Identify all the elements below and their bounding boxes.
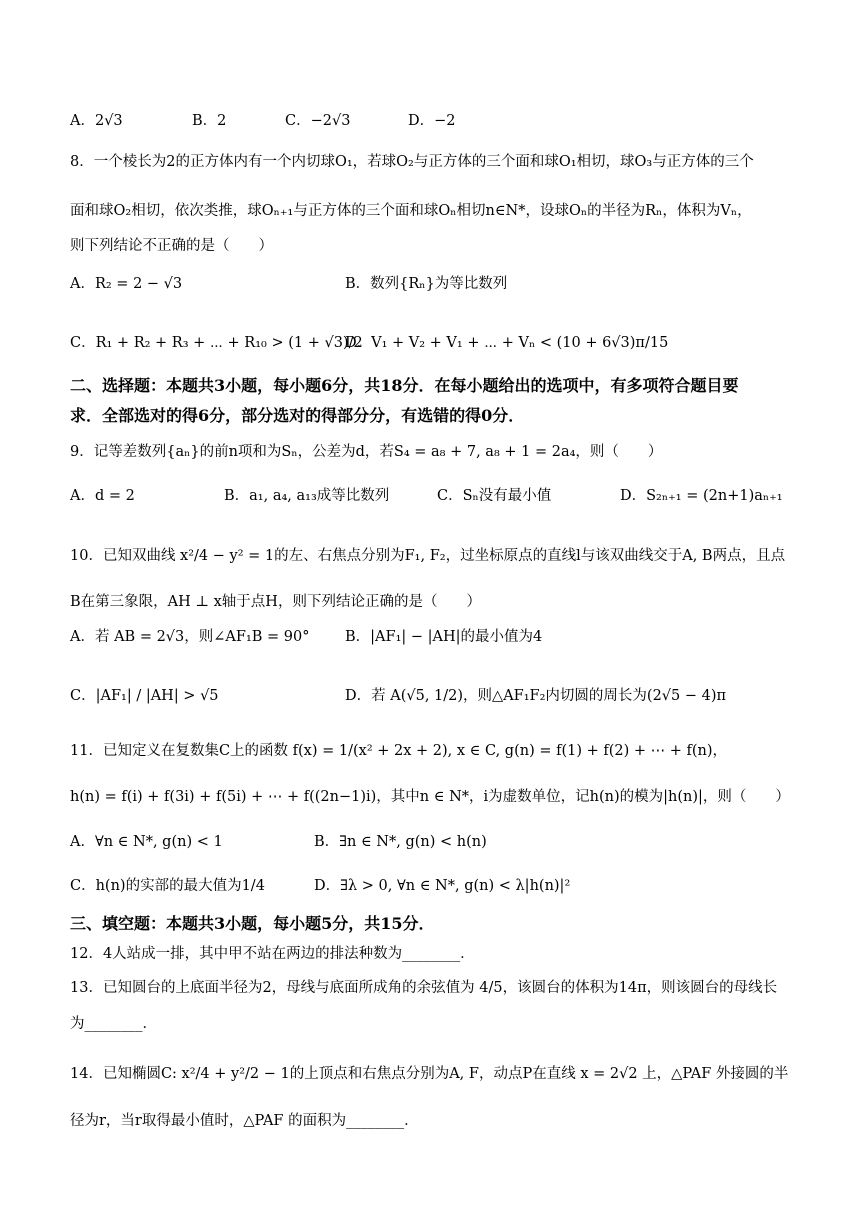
q9-option-c: C．Sₙ没有最小值 [437, 488, 552, 504]
q7-option-a: A．2√3 [70, 113, 123, 129]
q11-stem-line1: 11．已知定义在复数集C上的函数 f(x) = 1/(x² + 2x + 2), x ∈ C, g(n) = f(1) + f(2) + ⋯ + f(n)， [70, 743, 728, 759]
q8-option-b: B．数列{Rₙ}为等比数列 [345, 276, 508, 292]
q11-option-d: D．∃λ > 0, ∀n ∈ N*, g(n) < λ|h(n)|² [314, 878, 571, 894]
q8-stem-line3: 则下列结论不正确的是（ ） [70, 238, 273, 254]
q9-option-b: B．a₁, a₄, a₁₃成等比数列 [224, 488, 390, 504]
q8-stem-line2: 面和球O₂相切，依次类推，球Oₙ₊₁与正方体的三个面和球Oₙ相切n∈N*，设球Oₙ的半径为Rₙ，体积为Vₙ， [70, 203, 752, 219]
q8-stem-line1: 8．一个棱长为2的正方体内有一个内切球O₁，若球O₂与正方体的三个面和球O₁相切，球O₃与正方体的三个 [70, 154, 754, 170]
q10-option-d: D．若 A(√5, 1/2)，则△AF₁F₂内切圆的周长为(2√5 − 4)π [345, 688, 727, 704]
section-3-heading: 三、填空题：本题共3小题，每小题5分，共15分． [70, 914, 435, 933]
q7-option-b: B．2 [192, 113, 227, 129]
q13-stem-line1: 13．已知圆台的上底面半径为2，母线与底面所成角的余弦值为 4/5，该圆台的体积为14π，则该圆台的母线长 [70, 980, 778, 996]
q8-option-d: D．V₁ + V₂ + V₁ + ⋯ + Vₙ < (10 + 6√3)π/15 [345, 335, 669, 351]
q13-stem-line2: 为________． [70, 1016, 157, 1032]
q10-option-b: B．|AF₁| − |AH|的最小值为4 [345, 629, 543, 645]
section-2-heading-line2: 求．全部选对的得6分，部分选对的得部分分，有选错的得0分． [70, 406, 525, 425]
q7-option-c: C．−2√3 [285, 113, 351, 129]
section-2-heading-line1: 二、选择题：本题共3小题，每小题6分，共18分．在每小题给出的选项中，有多项符合题目要 [70, 376, 739, 395]
q8-option-c: C．R₁ + R₂ + R₃ + ⋯ + R₁₀ > (1 + √3)/2 [70, 335, 363, 351]
q11-option-c: C．h(n)的实部的最大值为1/4 [70, 878, 265, 894]
q7-option-d: D．−2 [408, 113, 456, 129]
q11-option-a: A．∀n ∈ N*, g(n) < 1 [70, 834, 223, 850]
q12-stem: 12．4人站成一排，其中甲不站在两边的排法种数为________． [70, 946, 475, 962]
q11-option-b: B．∃n ∈ N*, g(n) < h(n) [314, 834, 487, 850]
q9-option-a: A．d = 2 [70, 488, 135, 504]
q10-stem-line1: 10．已知双曲线 x²/4 − y² = 1的左、右焦点分别为F₁, F₂，过坐标原点的直线l与该双曲线交于A, B两点，且点 [70, 548, 786, 564]
q10-option-c: C．|AF₁| / |AH| > √5 [70, 688, 219, 704]
q10-stem-line2: B在第三象限，AH ⊥ x轴于点H，则下列结论正确的是（ ） [70, 594, 481, 610]
q10-option-a: A．若 AB = 2√3，则∠AF₁B = 90° [70, 629, 310, 645]
q11-stem-line2: h(n) = f(i) + f(3i) + f(5i) + ⋯ + f((2n−1)i)，其中n ∈ N*，i为虚数单位，记h(n)的模为|h(n)|，则（ ） [70, 789, 790, 805]
q14-stem-line1: 14．已知椭圆C: x²/4 + y²/2 − 1的上顶点和右焦点分别为A, F，动点P在直线 x = 2√2 上，△PAF 外接圆的半 [70, 1066, 789, 1082]
q9-option-d: D．S₂ₙ₊₁ = (2n+1)aₙ₊₁ [620, 488, 783, 504]
q9-stem: 9．记等差数列{aₙ}的前n项和为Sₙ，公差为d，若S₄ = a₈ + 7, a₈ + 1 = 2a₄，则（ ） [70, 444, 663, 460]
q14-stem-line2: 径为r，当r取得最小值时，△PAF 的面积为________． [70, 1113, 419, 1129]
q8-option-a: A．R₂ = 2 − √3 [70, 276, 183, 292]
